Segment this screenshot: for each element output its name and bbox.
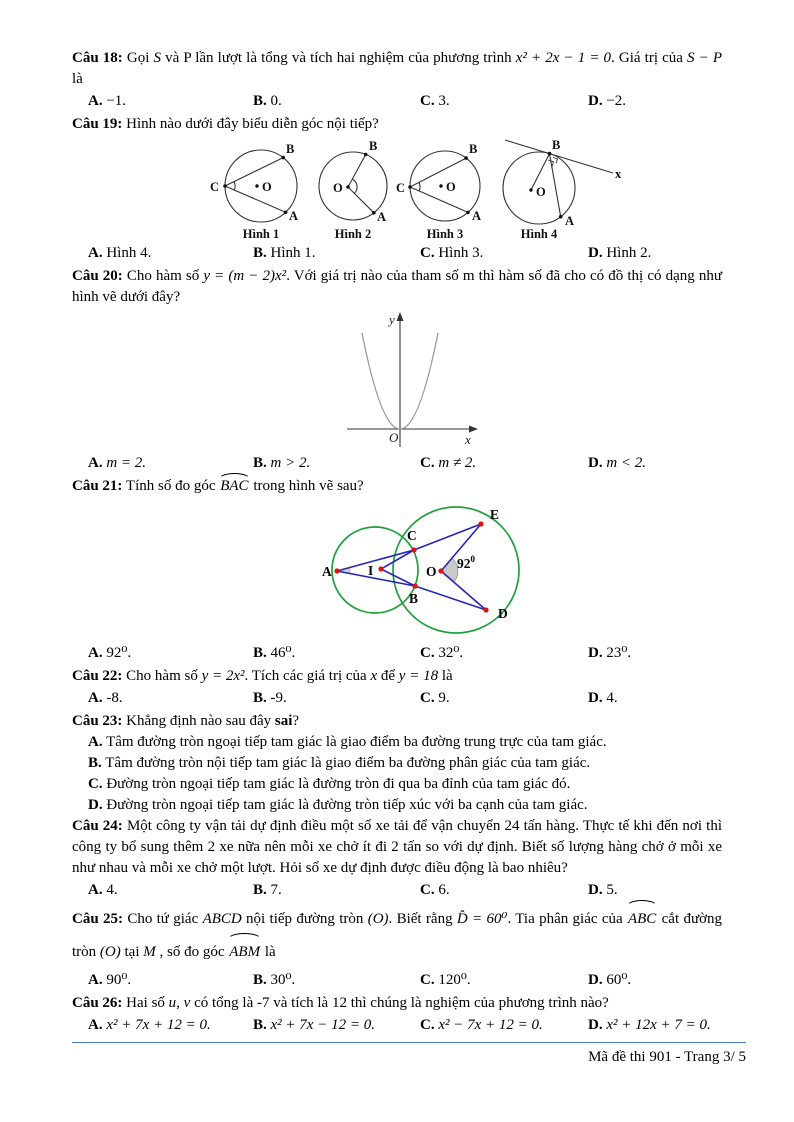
option-c: C. 9. bbox=[420, 690, 450, 706]
fig19-h3-label-B: B bbox=[469, 142, 478, 156]
question-21-figure bbox=[300, 500, 572, 642]
question-25-options bbox=[72, 970, 722, 991]
page-footer bbox=[72, 1042, 746, 1068]
option-d: D. 5. bbox=[588, 882, 618, 898]
question-18 bbox=[72, 48, 722, 112]
q19-label: Câu 19: bbox=[72, 116, 123, 132]
option-c: C. 3. bbox=[420, 93, 450, 109]
fig19-h1-label-B: B bbox=[286, 142, 295, 156]
option-b: B. Hình 1. bbox=[253, 245, 316, 261]
fig21-label-I: I bbox=[368, 563, 374, 578]
question-26-options bbox=[72, 1015, 722, 1036]
option-c: C. x² − 7x + 12 = 0. bbox=[420, 1017, 543, 1033]
question-23 bbox=[72, 711, 722, 816]
q18-math: S bbox=[153, 50, 161, 66]
hinh-3-figure bbox=[408, 151, 480, 221]
option-b: B. x² + 7x − 12 = 0. bbox=[253, 1017, 375, 1033]
option-a: A. −1. bbox=[88, 93, 127, 109]
q20-equation: y = (m − 2)x² bbox=[203, 268, 287, 284]
option-a: A. 4. bbox=[88, 882, 118, 898]
parabola-axes bbox=[347, 318, 472, 447]
option-d: D. 23⁰. bbox=[588, 645, 632, 661]
question-22 bbox=[72, 666, 722, 709]
q22-label: Câu 22: bbox=[72, 668, 123, 684]
question-22-text: Câu 22: Cho hàm số y = 2x². Tích các giá trị của x để y = 18 là bbox=[72, 668, 453, 684]
option-b: B. 46⁰. bbox=[253, 645, 296, 661]
fig19-h1-label-O: O bbox=[262, 180, 272, 194]
question-18-options bbox=[72, 91, 722, 112]
option-c: C. 6. bbox=[420, 882, 450, 898]
option-d: D. m < 2. bbox=[588, 455, 647, 471]
option-c: C. 32⁰. bbox=[420, 645, 464, 661]
hinh-4-figure bbox=[503, 140, 613, 224]
q26-label: Câu 26: bbox=[72, 995, 123, 1011]
option-d: D. 4. bbox=[588, 690, 618, 706]
fig19-h4-label-A: A bbox=[565, 214, 575, 228]
q18-equation: x² + 2x − 1 = 0 bbox=[515, 50, 612, 66]
question-19 bbox=[72, 114, 722, 264]
q21-angle-BAC: BAC bbox=[219, 476, 249, 497]
question-19-text: Câu 19: Hình nào dưới đây biểu diễn góc nội tiếp? bbox=[72, 116, 379, 132]
question-19-options bbox=[72, 243, 722, 264]
y-axis-arrow bbox=[397, 312, 404, 321]
question-26 bbox=[72, 993, 722, 1036]
q23-label: Câu 23: bbox=[72, 713, 123, 729]
q22-equation: y = 2x² bbox=[201, 668, 245, 684]
option-b: B. 30⁰. bbox=[253, 972, 296, 988]
q25-angle-ABC: ABC bbox=[627, 903, 657, 936]
fig21-label-D: D bbox=[498, 606, 508, 621]
question-20-options bbox=[72, 453, 722, 474]
fig19-h4-label-x: x bbox=[615, 167, 622, 181]
fig21-angle-value: $92^0$ bbox=[457, 554, 475, 571]
option-b: B. 0. bbox=[253, 93, 282, 109]
question-26-text: Câu 26: Hai số u, v có tổng là -7 và tích là 12 thì chúng là nghiệm của phương trình nào? bbox=[72, 995, 609, 1011]
fig19-h4-label-O: O bbox=[536, 185, 546, 199]
option-d: D. −2. bbox=[588, 93, 627, 109]
option-d: D. 60⁰. bbox=[588, 972, 632, 988]
footer-divider bbox=[72, 1042, 746, 1043]
option-c: C. m ≠ 2. bbox=[420, 455, 477, 471]
option-b: B. m > 2. bbox=[253, 455, 311, 471]
fig21-label-O: O bbox=[426, 564, 437, 579]
fig19-h4-label-B: B bbox=[552, 138, 561, 152]
fig19-h2-label-O: O bbox=[333, 181, 343, 195]
question-19-figure bbox=[205, 138, 625, 242]
fig19-h4-caption: Hình 4 bbox=[520, 227, 558, 241]
option-b: B. -9. bbox=[253, 690, 287, 706]
question-20 bbox=[72, 266, 722, 474]
q23-option-c: C. Đường tròn ngoại tiếp tam giác là đường tròn đi qua ba đỉnh của tam giác đó. bbox=[88, 776, 571, 792]
question-18-text: Câu 18: Gọi S và P lần lượt là tổng và tích hai nghiệm của phương trình x² + 2x − 1 = 0. Giá trị của S − P là bbox=[72, 50, 723, 87]
option-a: A. 90⁰. bbox=[88, 972, 132, 988]
footer-page-info: Mã đề thi 901 - Trang 3/ 5 bbox=[588, 1049, 746, 1065]
fig20-y-label: y bbox=[389, 312, 395, 327]
question-21 bbox=[72, 476, 722, 664]
q23-option-b: B. Tâm đường tròn nội tiếp tam giác là giao điểm ba đường phân giác của tam giác. bbox=[88, 755, 591, 771]
option-a: A. m = 2. bbox=[88, 455, 147, 471]
question-21-options bbox=[72, 643, 722, 664]
question-21-text: Câu 21: Tính số đo góc BAC trong hình vẽ sau? bbox=[72, 476, 722, 497]
fig19-h1-caption: Hình 1 bbox=[242, 227, 280, 241]
q25-D-hat: D̂ = 60⁰ bbox=[456, 911, 508, 927]
q23-option-d: D. Đường tròn ngoại tiếp tam giác là đường tròn tiếp xúc với ba cạnh của tam giác. bbox=[88, 797, 588, 813]
question-24-options bbox=[72, 880, 722, 901]
option-a: A. Hình 4. bbox=[88, 245, 152, 261]
fig21-label-A: A bbox=[322, 564, 332, 579]
q23-sai-emphasis: sai bbox=[274, 713, 293, 729]
fig19-h3-caption: Hình 3 bbox=[426, 227, 464, 241]
q18-label: Câu 18: bbox=[72, 50, 123, 66]
fig19-h1-label-C: C bbox=[210, 180, 220, 194]
option-d: D. Hình 2. bbox=[588, 245, 652, 261]
fig20-x-label: x bbox=[465, 432, 471, 447]
option-c: C. Hình 3. bbox=[420, 245, 484, 261]
option-a: A. 92⁰. bbox=[88, 645, 132, 661]
fig19-h2-label-A: A bbox=[377, 210, 387, 224]
q24-label: Câu 24: bbox=[72, 818, 123, 834]
fig21-label-C: C bbox=[407, 528, 417, 543]
fig19-h3-label-A: A bbox=[472, 209, 482, 223]
option-a: A. x² + 7x + 12 = 0. bbox=[88, 1017, 211, 1033]
fig19-h3-label-O: O bbox=[446, 180, 456, 194]
question-20-text: Câu 20: Cho hàm số y = (m − 2)x². Với giá trị nào của tham số m thì hàm số đã cho có đồ thị có dạng như hình vẽ dưới đây? bbox=[72, 268, 722, 305]
fig19-h2-label-B: B bbox=[369, 139, 378, 153]
question-23-text: Câu 23: Khẳng định nào sau đây sai? bbox=[72, 713, 300, 729]
question-20-figure bbox=[345, 311, 480, 451]
option-c: C. 120⁰. bbox=[420, 972, 471, 988]
option-a: A. -8. bbox=[88, 690, 123, 706]
q18-math: S − P bbox=[687, 50, 723, 66]
fig19-h1-label-A: A bbox=[289, 209, 299, 223]
hinh-1-figure bbox=[223, 150, 297, 222]
fig19-h2-caption: Hình 2 bbox=[334, 227, 372, 241]
question-25 bbox=[72, 903, 722, 991]
fig19-h3-label-C: C bbox=[396, 181, 406, 195]
q23-option-a: A. Tâm đường tròn ngoại tiếp tam giác là giao điểm ba đường trung trực của tam giác. bbox=[88, 734, 607, 750]
q21-label: Câu 21: bbox=[72, 478, 123, 494]
fig20-origin-label: O bbox=[389, 430, 399, 445]
question-24-text: Câu 24: Một công ty vận tải dự định điều một số xe tải để vận chuyển 24 tấn hàng. Thực tế khi đến nơi thì công ty bổ sung thêm 2 xe nữa nên mỗi xe chở ít đi 2 tấn so với dự định. Biết số lượng hàng chở ở mỗi xe như nhau và mỗi xe chở một lượt. Hỏi số xe dự định được điều động là bao nhiêu? bbox=[72, 818, 723, 876]
q20-label: Câu 20: bbox=[72, 268, 123, 284]
option-b: B. 7. bbox=[253, 882, 282, 898]
question-24 bbox=[72, 816, 722, 901]
fig21-label-E: E bbox=[490, 507, 500, 522]
option-d: D. x² + 12x + 7 = 0. bbox=[588, 1017, 711, 1033]
question-25-text: Câu 25: Cho tứ giác ABCD nội tiếp đường tròn (O). Biết rằng D̂ = 60⁰. Tia phân giác của ABC cắt đường tròn (O) tại M , số đo góc ABM là bbox=[72, 903, 722, 969]
q25-angle-ABM: ABM bbox=[228, 936, 261, 969]
question-22-options bbox=[72, 688, 722, 709]
q25-label: Câu 25: bbox=[72, 911, 123, 927]
fig21-label-B: B bbox=[409, 591, 419, 606]
